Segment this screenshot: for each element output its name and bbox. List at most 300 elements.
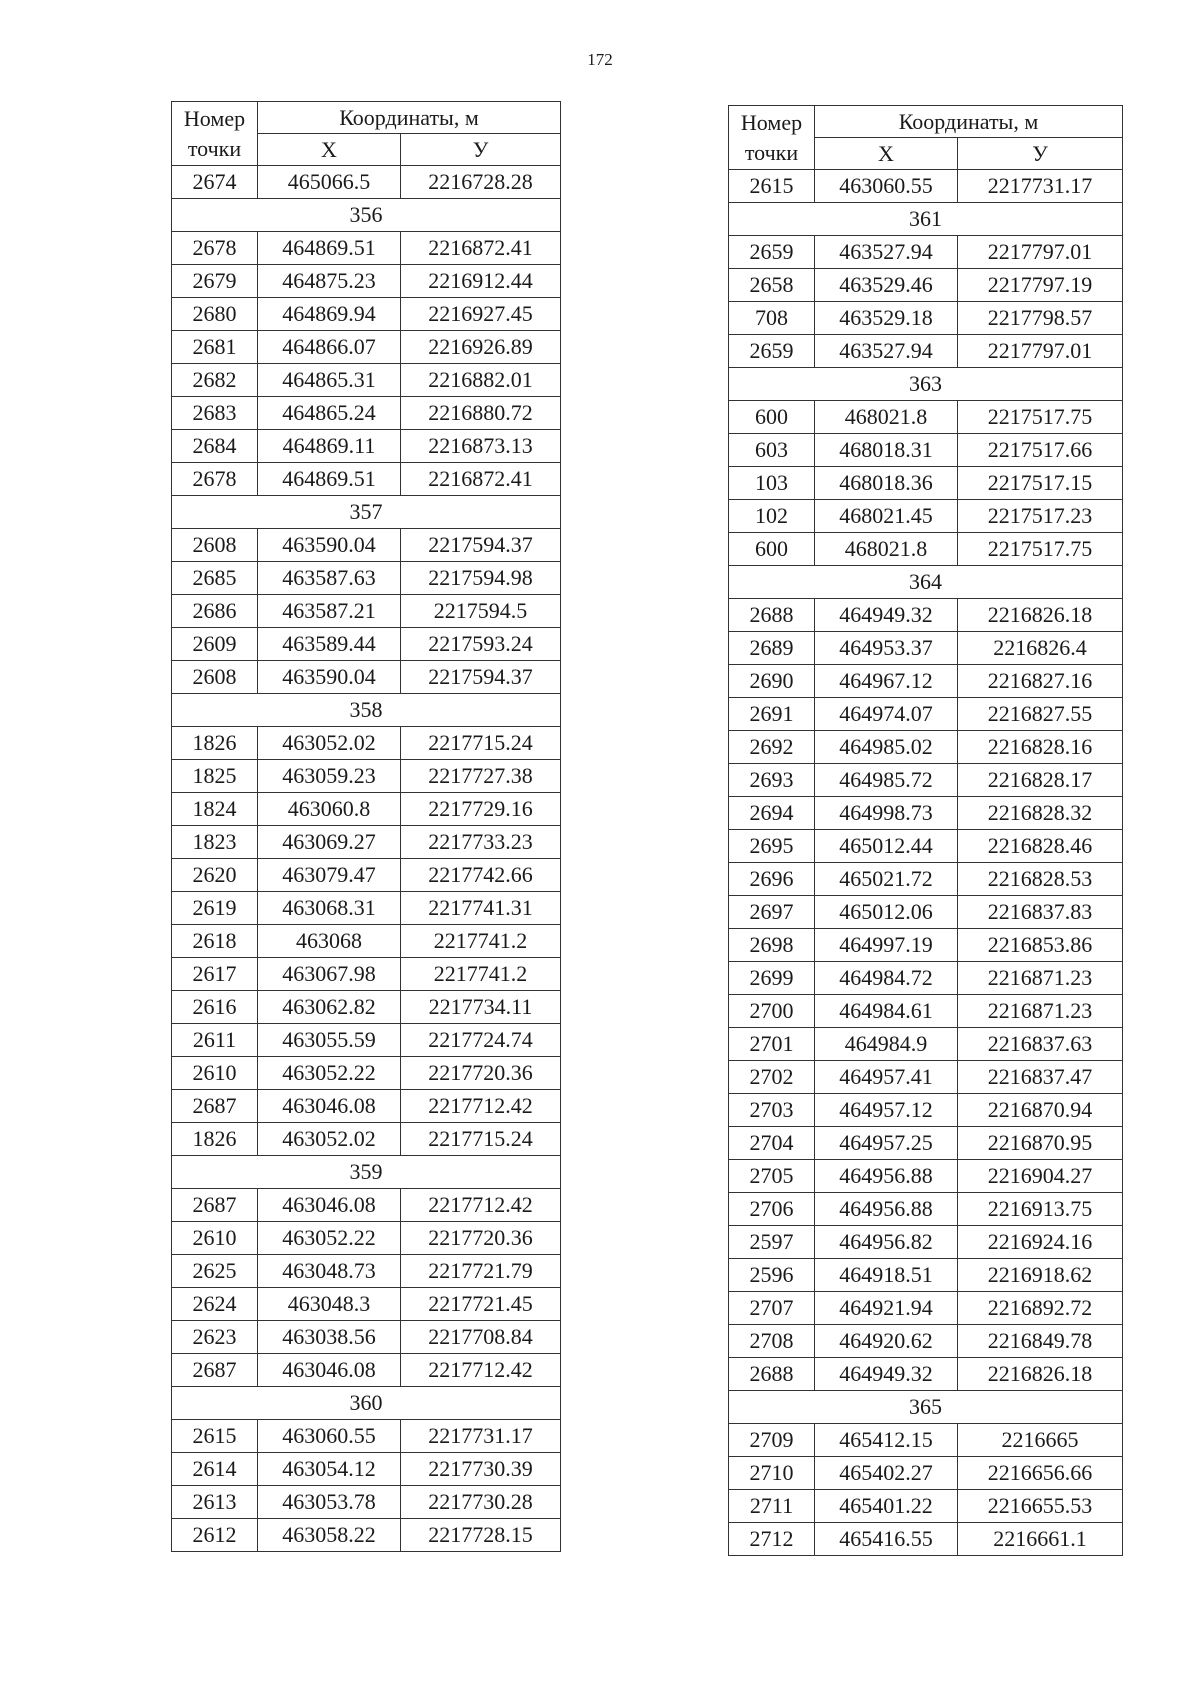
point-number-cell: 2690 xyxy=(729,665,815,698)
point-number-cell: 2658 xyxy=(729,269,815,302)
point-number-cell: 2683 xyxy=(172,397,258,430)
table-row xyxy=(172,463,561,496)
x-coordinate-cell: 464957.41 xyxy=(815,1061,958,1094)
table-row xyxy=(729,599,1123,632)
y-coordinate-cell: 2217517.66 xyxy=(958,434,1123,467)
y-coordinate-cell: 2216837.83 xyxy=(958,896,1123,929)
y-coordinate-cell: 2216827.55 xyxy=(958,698,1123,731)
table-row xyxy=(172,265,561,298)
x-coordinate-cell: 463059.23 xyxy=(258,760,401,793)
table-row xyxy=(172,1519,561,1552)
table-row xyxy=(172,826,561,859)
y-coordinate-cell: 2217731.17 xyxy=(958,170,1123,203)
table-row xyxy=(729,929,1123,962)
section-label: 358 xyxy=(172,694,561,727)
x-coordinate-cell: 463529.18 xyxy=(815,302,958,335)
x-coordinate-cell: 463527.94 xyxy=(815,236,958,269)
x-coordinate-cell: 464985.02 xyxy=(815,731,958,764)
y-header: У xyxy=(401,134,561,166)
x-coordinate-cell: 465012.44 xyxy=(815,830,958,863)
x-coordinate-cell: 463062.82 xyxy=(258,991,401,1024)
point-number-cell: 2682 xyxy=(172,364,258,397)
table-row xyxy=(729,1160,1123,1193)
x-coordinate-cell: 464920.62 xyxy=(815,1325,958,1358)
table-row xyxy=(729,500,1123,533)
x-coordinate-cell: 464869.94 xyxy=(258,298,401,331)
y-coordinate-cell: 2216873.13 xyxy=(401,430,561,463)
section-label: 363 xyxy=(729,368,1123,401)
point-number-header xyxy=(172,102,258,166)
point-number-cell: 2608 xyxy=(172,661,258,694)
point-number-cell: 2659 xyxy=(729,335,815,368)
point-number-cell: 2597 xyxy=(729,1226,815,1259)
table-row xyxy=(729,863,1123,896)
y-coordinate-cell: 2217594.37 xyxy=(401,529,561,562)
y-coordinate-cell: 2216655.53 xyxy=(958,1490,1123,1523)
table-row xyxy=(729,1358,1123,1391)
x-coordinate-cell: 463038.56 xyxy=(258,1321,401,1354)
x-coordinate-cell: 464984.72 xyxy=(815,962,958,995)
y-coordinate-cell: 2217715.24 xyxy=(401,1123,561,1156)
x-coordinate-cell: 464984.61 xyxy=(815,995,958,1028)
table-row xyxy=(729,302,1123,335)
y-coordinate-cell: 2217729.16 xyxy=(401,793,561,826)
table-row xyxy=(729,434,1123,467)
y-coordinate-cell: 2217594.98 xyxy=(401,562,561,595)
point-number-cell: 2681 xyxy=(172,331,258,364)
table-row xyxy=(172,1189,561,1222)
table-body xyxy=(729,170,1123,1556)
x-coordinate-cell: 465401.22 xyxy=(815,1490,958,1523)
x-coordinate-cell: 463052.02 xyxy=(258,727,401,760)
x-coordinate-cell: 463052.02 xyxy=(258,1123,401,1156)
x-coordinate-cell: 464984.9 xyxy=(815,1028,958,1061)
x-coordinate-cell: 463590.04 xyxy=(258,529,401,562)
y-coordinate-cell: 2217517.75 xyxy=(958,533,1123,566)
x-coordinate-cell: 464998.73 xyxy=(815,797,958,830)
y-coordinate-cell: 2216826.18 xyxy=(958,1358,1123,1391)
y-coordinate-cell: 2217741.2 xyxy=(401,958,561,991)
y-header: У xyxy=(958,138,1123,170)
x-coordinate-cell: 464985.72 xyxy=(815,764,958,797)
table-row xyxy=(172,331,561,364)
y-coordinate-cell: 2216872.41 xyxy=(401,463,561,496)
y-coordinate-cell: 2216871.23 xyxy=(958,962,1123,995)
table-row xyxy=(729,797,1123,830)
table-row xyxy=(172,1486,561,1519)
table-row xyxy=(729,467,1123,500)
x-coordinate-cell: 464957.25 xyxy=(815,1127,958,1160)
table-row xyxy=(172,166,561,199)
y-coordinate-cell: 2216924.16 xyxy=(958,1226,1123,1259)
table-row xyxy=(729,1490,1123,1523)
y-coordinate-cell: 2216828.32 xyxy=(958,797,1123,830)
y-coordinate-cell: 2216828.16 xyxy=(958,731,1123,764)
y-coordinate-cell: 2216918.62 xyxy=(958,1259,1123,1292)
x-coordinate-cell: 463058.22 xyxy=(258,1519,401,1552)
point-number-cell: 708 xyxy=(729,302,815,335)
table-row xyxy=(172,529,561,562)
x-coordinate-cell: 463060.8 xyxy=(258,793,401,826)
table-row xyxy=(172,1255,561,1288)
x-coordinate-cell: 463046.08 xyxy=(258,1354,401,1387)
table-row xyxy=(172,1222,561,1255)
point-number-cell: 2703 xyxy=(729,1094,815,1127)
table-row xyxy=(729,1061,1123,1094)
table-row xyxy=(729,170,1123,203)
point-number-cell: 1826 xyxy=(172,727,258,760)
table-row xyxy=(729,1259,1123,1292)
section-label: 356 xyxy=(172,199,561,232)
y-coordinate-cell: 2216871.23 xyxy=(958,995,1123,1028)
table-row xyxy=(172,1453,561,1486)
table-row xyxy=(172,364,561,397)
x-coordinate-cell: 464997.19 xyxy=(815,929,958,962)
x-coordinate-cell: 464866.07 xyxy=(258,331,401,364)
point-number-cell: 2616 xyxy=(172,991,258,1024)
point-number-cell: 2614 xyxy=(172,1453,258,1486)
point-number-header-line1: Номер xyxy=(183,105,246,131)
point-number-cell: 2689 xyxy=(729,632,815,665)
point-number-cell: 2624 xyxy=(172,1288,258,1321)
y-coordinate-cell: 2216870.94 xyxy=(958,1094,1123,1127)
point-number-cell: 2695 xyxy=(729,830,815,863)
point-number-cell: 2659 xyxy=(729,236,815,269)
table-row xyxy=(172,430,561,463)
point-number-cell: 2706 xyxy=(729,1193,815,1226)
x-coordinate-cell: 465412.15 xyxy=(815,1424,958,1457)
section-label: 365 xyxy=(729,1391,1123,1424)
coordinates-table-right xyxy=(728,105,1123,1556)
x-coordinate-cell: 464865.31 xyxy=(258,364,401,397)
section-label: 357 xyxy=(172,496,561,529)
point-number-cell: 2697 xyxy=(729,896,815,929)
table-row xyxy=(729,1523,1123,1556)
y-coordinate-cell: 2217797.01 xyxy=(958,335,1123,368)
point-number-cell: 2679 xyxy=(172,265,258,298)
y-coordinate-cell: 2216826.4 xyxy=(958,632,1123,665)
table-row xyxy=(172,1024,561,1057)
table-row xyxy=(172,1057,561,1090)
table-row xyxy=(172,595,561,628)
page-number: 172 xyxy=(587,50,613,69)
y-coordinate-cell: 2217730.28 xyxy=(401,1486,561,1519)
table-row xyxy=(172,991,561,1024)
section-label: 360 xyxy=(172,1387,561,1420)
point-number-cell: 102 xyxy=(729,500,815,533)
y-coordinate-cell: 2217741.2 xyxy=(401,925,561,958)
table-row xyxy=(172,1123,561,1156)
point-number-cell: 2687 xyxy=(172,1090,258,1123)
x-coordinate-cell: 463068.31 xyxy=(258,892,401,925)
table-row xyxy=(729,1325,1123,1358)
x-coordinate-cell: 463053.78 xyxy=(258,1486,401,1519)
point-number-cell: 2685 xyxy=(172,562,258,595)
y-coordinate-cell: 2217797.01 xyxy=(958,236,1123,269)
point-number-cell: 2691 xyxy=(729,698,815,731)
table-row xyxy=(172,958,561,991)
point-number-cell: 2615 xyxy=(729,170,815,203)
x-coordinate-cell: 468021.45 xyxy=(815,500,958,533)
y-coordinate-cell: 2217798.57 xyxy=(958,302,1123,335)
y-coordinate-cell: 2217742.66 xyxy=(401,859,561,892)
point-number-cell: 1824 xyxy=(172,793,258,826)
point-number-cell: 2618 xyxy=(172,925,258,958)
table-row xyxy=(729,1292,1123,1325)
y-coordinate-cell: 2216837.47 xyxy=(958,1061,1123,1094)
point-number-header-line1: Номер xyxy=(740,109,803,135)
table-row xyxy=(172,1288,561,1321)
point-number-cell: 2617 xyxy=(172,958,258,991)
table-row xyxy=(729,896,1123,929)
table-row xyxy=(172,397,561,430)
table-row xyxy=(729,632,1123,665)
point-number-cell: 2711 xyxy=(729,1490,815,1523)
section-row xyxy=(172,1156,561,1189)
point-number-cell: 2712 xyxy=(729,1523,815,1556)
point-number-header xyxy=(729,106,815,170)
point-number-cell: 2610 xyxy=(172,1057,258,1090)
y-coordinate-cell: 2216849.78 xyxy=(958,1325,1123,1358)
y-coordinate-cell: 2217797.19 xyxy=(958,269,1123,302)
point-number-cell: 2700 xyxy=(729,995,815,1028)
x-coordinate-cell: 464869.51 xyxy=(258,232,401,265)
table-row xyxy=(172,925,561,958)
y-coordinate-cell: 2217721.79 xyxy=(401,1255,561,1288)
table-body xyxy=(172,166,561,1552)
x-coordinate-cell: 463055.59 xyxy=(258,1024,401,1057)
table-row xyxy=(729,1094,1123,1127)
x-coordinate-cell: 463060.55 xyxy=(815,170,958,203)
x-coordinate-cell: 464974.07 xyxy=(815,698,958,731)
x-coordinate-cell: 463529.46 xyxy=(815,269,958,302)
y-coordinate-cell: 2216926.89 xyxy=(401,331,561,364)
x-coordinate-cell: 464949.32 xyxy=(815,599,958,632)
point-number-cell: 1825 xyxy=(172,760,258,793)
y-coordinate-cell: 2217734.11 xyxy=(401,991,561,1024)
y-coordinate-cell: 2216826.18 xyxy=(958,599,1123,632)
table-row xyxy=(172,1420,561,1453)
section-row xyxy=(172,496,561,529)
y-coordinate-cell: 2216827.16 xyxy=(958,665,1123,698)
section-row xyxy=(729,566,1123,599)
table-row xyxy=(729,1457,1123,1490)
section-row xyxy=(729,368,1123,401)
x-coordinate-cell: 463052.22 xyxy=(258,1222,401,1255)
y-coordinate-cell: 2217517.15 xyxy=(958,467,1123,500)
y-coordinate-cell: 2217724.74 xyxy=(401,1024,561,1057)
x-coordinate-cell: 463590.04 xyxy=(258,661,401,694)
point-number-cell: 2696 xyxy=(729,863,815,896)
section-row xyxy=(729,203,1123,236)
x-coordinate-cell: 463060.55 xyxy=(258,1420,401,1453)
y-coordinate-cell: 2217594.37 xyxy=(401,661,561,694)
y-coordinate-cell: 2216828.17 xyxy=(958,764,1123,797)
x-coordinate-cell: 468018.31 xyxy=(815,434,958,467)
point-number-cell: 603 xyxy=(729,434,815,467)
x-coordinate-cell: 463046.08 xyxy=(258,1189,401,1222)
x-coordinate-cell: 468021.8 xyxy=(815,533,958,566)
point-number-cell: 103 xyxy=(729,467,815,500)
table-row xyxy=(172,562,561,595)
point-number-cell: 2613 xyxy=(172,1486,258,1519)
y-coordinate-cell: 2216728.28 xyxy=(401,166,561,199)
point-number-cell: 600 xyxy=(729,533,815,566)
y-coordinate-cell: 2217741.31 xyxy=(401,892,561,925)
x-coordinate-cell: 468018.36 xyxy=(815,467,958,500)
point-number-header-line2: точки xyxy=(744,139,799,165)
y-coordinate-cell: 2216913.75 xyxy=(958,1193,1123,1226)
point-number-cell: 2687 xyxy=(172,1189,258,1222)
x-coordinate-cell: 463046.08 xyxy=(258,1090,401,1123)
y-coordinate-cell: 2216882.01 xyxy=(401,364,561,397)
y-coordinate-cell: 2216927.45 xyxy=(401,298,561,331)
table-row xyxy=(729,665,1123,698)
y-coordinate-cell: 2217594.5 xyxy=(401,595,561,628)
point-number-cell: 2692 xyxy=(729,731,815,764)
point-number-cell: 2705 xyxy=(729,1160,815,1193)
point-number-cell: 2678 xyxy=(172,463,258,496)
table-row xyxy=(729,269,1123,302)
table-row xyxy=(172,760,561,793)
point-number-cell: 2611 xyxy=(172,1024,258,1057)
point-number-cell: 2709 xyxy=(729,1424,815,1457)
table-row xyxy=(729,830,1123,863)
y-coordinate-cell: 2217727.38 xyxy=(401,760,561,793)
point-number-cell: 2623 xyxy=(172,1321,258,1354)
point-number-cell: 2687 xyxy=(172,1354,258,1387)
point-number-cell: 2596 xyxy=(729,1259,815,1292)
point-number-cell: 2710 xyxy=(729,1457,815,1490)
table-row xyxy=(729,764,1123,797)
section-label: 359 xyxy=(172,1156,561,1189)
table-row xyxy=(172,232,561,265)
table-row xyxy=(729,731,1123,764)
table-row xyxy=(729,962,1123,995)
section-label: 364 xyxy=(729,566,1123,599)
point-number-cell: 2608 xyxy=(172,529,258,562)
table-row xyxy=(172,298,561,331)
y-coordinate-cell: 2216828.53 xyxy=(958,863,1123,896)
x-coordinate-cell: 463587.63 xyxy=(258,562,401,595)
y-coordinate-cell: 2216853.86 xyxy=(958,929,1123,962)
point-number-cell: 1826 xyxy=(172,1123,258,1156)
x-coordinate-cell: 464949.32 xyxy=(815,1358,958,1391)
y-coordinate-cell: 2217708.84 xyxy=(401,1321,561,1354)
point-number-cell: 2609 xyxy=(172,628,258,661)
x-coordinate-cell: 464869.51 xyxy=(258,463,401,496)
section-row xyxy=(172,694,561,727)
point-number-cell: 2708 xyxy=(729,1325,815,1358)
table-row xyxy=(729,236,1123,269)
x-coordinate-cell: 464921.94 xyxy=(815,1292,958,1325)
y-coordinate-cell: 2217720.36 xyxy=(401,1222,561,1255)
y-coordinate-cell: 2217731.17 xyxy=(401,1420,561,1453)
point-number-cell: 2619 xyxy=(172,892,258,925)
point-number-cell: 2680 xyxy=(172,298,258,331)
section-row xyxy=(729,1391,1123,1424)
y-coordinate-cell: 2217720.36 xyxy=(401,1057,561,1090)
table-row xyxy=(729,995,1123,1028)
coordinates-header: Координаты, м xyxy=(815,106,1123,138)
y-coordinate-cell: 2216828.46 xyxy=(958,830,1123,863)
table-row xyxy=(172,1321,561,1354)
point-number-cell: 2698 xyxy=(729,929,815,962)
table-row xyxy=(172,1090,561,1123)
y-coordinate-cell: 2217517.23 xyxy=(958,500,1123,533)
table-row xyxy=(172,1354,561,1387)
y-coordinate-cell: 2217712.42 xyxy=(401,1354,561,1387)
section-label: 361 xyxy=(729,203,1123,236)
table-row xyxy=(729,401,1123,434)
x-header: X xyxy=(815,138,958,170)
point-number-header-line2: точки xyxy=(187,135,242,161)
x-coordinate-cell: 464956.88 xyxy=(815,1160,958,1193)
y-coordinate-cell: 2217715.24 xyxy=(401,727,561,760)
point-number-cell: 600 xyxy=(729,401,815,434)
point-number-cell: 2612 xyxy=(172,1519,258,1552)
table-row xyxy=(729,1226,1123,1259)
y-coordinate-cell: 2217730.39 xyxy=(401,1453,561,1486)
x-coordinate-cell: 463587.21 xyxy=(258,595,401,628)
table-row xyxy=(729,1127,1123,1160)
y-coordinate-cell: 2216661.1 xyxy=(958,1523,1123,1556)
x-coordinate-cell: 464869.11 xyxy=(258,430,401,463)
table-row xyxy=(172,727,561,760)
table-row xyxy=(172,859,561,892)
table-row xyxy=(172,892,561,925)
x-coordinate-cell: 464956.82 xyxy=(815,1226,958,1259)
x-coordinate-cell: 463048.3 xyxy=(258,1288,401,1321)
y-coordinate-cell: 2216892.72 xyxy=(958,1292,1123,1325)
point-number-cell: 2625 xyxy=(172,1255,258,1288)
x-coordinate-cell: 465416.55 xyxy=(815,1523,958,1556)
x-coordinate-cell: 464875.23 xyxy=(258,265,401,298)
x-coordinate-cell: 463052.22 xyxy=(258,1057,401,1090)
y-coordinate-cell: 2217712.42 xyxy=(401,1090,561,1123)
coordinates-table-left xyxy=(171,101,561,1552)
section-row xyxy=(172,1387,561,1420)
point-number-cell: 2702 xyxy=(729,1061,815,1094)
point-number-cell: 2694 xyxy=(729,797,815,830)
table-row xyxy=(172,628,561,661)
point-number-cell: 2674 xyxy=(172,166,258,199)
x-coordinate-cell: 464967.12 xyxy=(815,665,958,698)
coordinates-header: Координаты, м xyxy=(258,102,561,134)
y-coordinate-cell: 2217733.23 xyxy=(401,826,561,859)
x-coordinate-cell: 463589.44 xyxy=(258,628,401,661)
point-number-cell: 2620 xyxy=(172,859,258,892)
point-number-cell: 2684 xyxy=(172,430,258,463)
y-coordinate-cell: 2216870.95 xyxy=(958,1127,1123,1160)
x-coordinate-cell: 463527.94 xyxy=(815,335,958,368)
point-number-cell: 2699 xyxy=(729,962,815,995)
y-coordinate-cell: 2216904.27 xyxy=(958,1160,1123,1193)
y-coordinate-cell: 2216872.41 xyxy=(401,232,561,265)
x-coordinate-cell: 463079.47 xyxy=(258,859,401,892)
table-header xyxy=(729,106,1123,170)
y-coordinate-cell: 2217721.45 xyxy=(401,1288,561,1321)
y-coordinate-cell: 2217517.75 xyxy=(958,401,1123,434)
point-number-cell: 2686 xyxy=(172,595,258,628)
point-number-cell: 2707 xyxy=(729,1292,815,1325)
x-header: X xyxy=(258,134,401,166)
x-coordinate-cell: 464865.24 xyxy=(258,397,401,430)
y-coordinate-cell: 2216665 xyxy=(958,1424,1123,1457)
table-row xyxy=(729,1028,1123,1061)
x-coordinate-cell: 464957.12 xyxy=(815,1094,958,1127)
point-number-cell: 2688 xyxy=(729,1358,815,1391)
